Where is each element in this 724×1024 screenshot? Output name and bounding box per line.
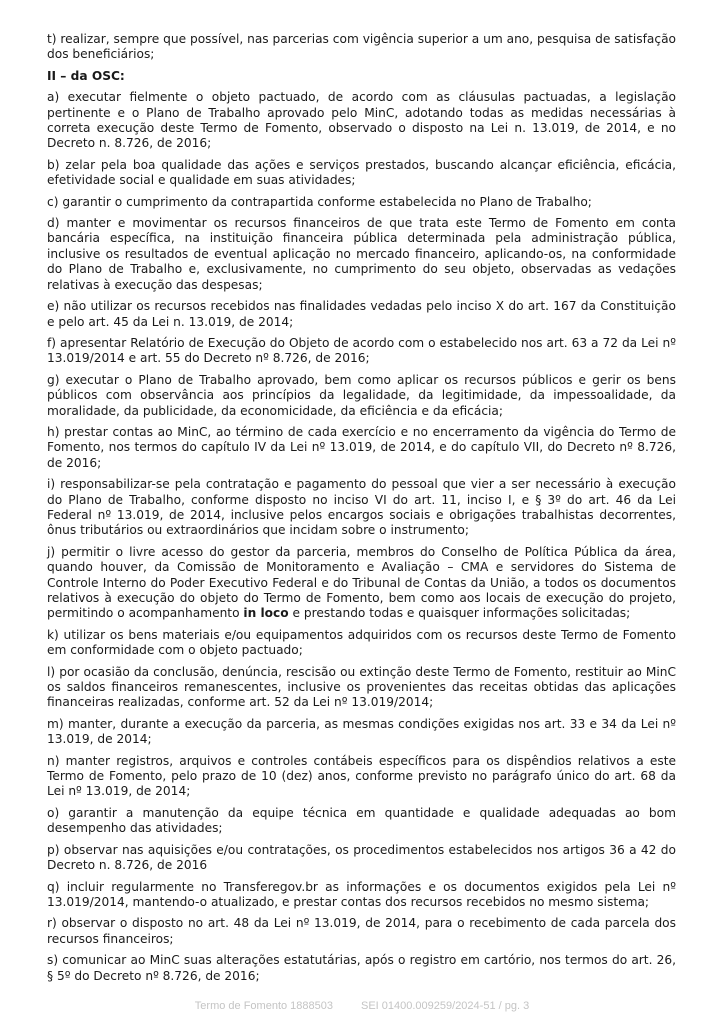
clause-q: q) incluir regularmente no Transferegov.br as informações e os documentos exigidos pela Lei nº 13.019/2014, mantendo-o atualizado, e prestar contas dos recursos recebidos no mesmo sistema;: [47, 879, 676, 909]
clause-j-text-end: e prestando todas e quaisquer informações solicitadas;: [288, 606, 631, 621]
footer-sei-reference: SEI 01400.009259/2024-51 / pg. 3: [361, 1000, 530, 1012]
clause-c: c) garantir o cumprimento da contrapartida conforme estabelecida no Plano de Trabalho;: [47, 194, 592, 209]
clause-f: f) apresentar Relatório de Execução do Objeto de acordo com o estabelecido nos art. 63 a 72 da Lei nº 13.019/2014 e art. 55 do Decreto nº 8.726, de 2016;: [47, 335, 676, 366]
clause-p: p) observar nas aquisições e/ou contratações, os procedimentos estabelecidos nos artigos 36 a 42 do Decreto n. 8.726, de 2016: [47, 842, 676, 873]
clause-b: b) zelar pela boa qualidade das ações e serviços prestados, buscando alcançar eficiência, eficácia, efetividade social e qualidade em suas atividades;: [47, 157, 676, 188]
clause-s: s) comunicar ao MinC suas alterações estatutárias, após o registro em cartório, nos termos do art. 26, § 5º do Decreto nº 8.726, de 2016;: [47, 953, 676, 983]
clause-l: l) por ocasião da conclusão, denúncia, rescisão ou extinção deste Termo de Fomento, restituir ao MinC os saldos financeiros remanescentes, inclusive os provenientes das receitas obtidas das aplicações financeiras realizadas, conforme art. 52 da Lei nº 13.019/2014;: [47, 664, 676, 710]
clause-m: m) manter, durante a execução da parceria, as mesmas condições exigidas nos art. 33 e 34 da Lei nº 13.019, de 2014;: [47, 716, 676, 747]
document-body: [47, 32, 676, 990]
clause-j-text: j) permitir o livre acesso do gestor da parceria, membros do Conselho de Política Pública da área, quando houver, da Comissão de Monitoramento e Avaliação – CMA e servidores do Sistema de Controle Interno do Poder Executivo Federal e do Tribunal de Contas da União, a todos os documentos relativos à execução do objeto do Termo de Fomento, bem como aos locais de execução do projeto, permitindo o acompanhamento: [47, 544, 676, 621]
clause-e: e) não utilizar os recursos recebidos nas finalidades vedadas pelo inciso X do art. 167 da Constituição e pelo art. 45 da Lei n. 13.019, de 2014;: [47, 299, 676, 329]
clause-i: i) responsabilizar-se pela contratação e pagamento do pessoal que vier a ser necessário à execução do Plano de Trabalho, conforme disposto no inciso VI do art. 11, inciso I, e § 3º do art. 46 da Lei Federal nº 13.019, de 2014, inclusive pelos encargos sociais e obrigações trabalhistas decorrentes, ônus tributários ou extraordinários que incidam sobre o instrumento;: [47, 477, 676, 538]
clause-r: r) observar o disposto no art. 48 da Lei nº 13.019, de 2014, para o recebimento de cada parcela dos recursos financeiros;: [47, 916, 676, 946]
clause-t: t) realizar, sempre que possível, nas parcerias com vigência superior a um ano, pesquisa de satisfação dos beneficiários;: [47, 32, 676, 62]
page-footer: [0, 1000, 724, 1012]
clause-j-in-loco: in loco: [243, 606, 289, 621]
clause-k: k) utilizar os bens materiais e/ou equipamentos adquiridos com os recursos deste Termo de Fomento em conformidade com o objeto pactuado;: [47, 627, 676, 658]
clause-n: n) manter registros, arquivos e controles contábeis específicos para os dispêndios relativos a este Termo de Fomento, pelo prazo de 10 (dez) anos, conforme previsto no parágrafo único do art. 68 da Lei nº 13.019, de 2014;: [47, 753, 676, 799]
footer-doc-label: Termo de Fomento 1888503: [194, 1000, 333, 1012]
clause-d: d) manter e movimentar os recursos financeiros de que trata este Termo de Fomento em conta bancária específica, na instituição financeira pública determinada pela administração pública, inclusive os resultados de eventual aplicação no mercado financeiro, aplicando-os, na conformidade do Plano de Trabalho e, exclusivamente, no cumprimento do seu objeto, observadas as vedações relativas à execução das despesas;: [47, 216, 676, 292]
clause-g: g) executar o Plano de Trabalho aprovado, bem como aplicar os recursos públicos e gerir os bens públicos com observância aos princípios da legalidade, da legitimidade, da impessoalidade, da moralidade, da publicidade, da economicidade, da eficiência e da eficácia;: [47, 372, 676, 418]
clause-j: [47, 545, 676, 622]
clause-h: h) prestar contas ao MinC, ao término de cada exercício e no encerramento da vigência do Termo de Fomento, nos termos do capítulo IV da Lei nº 13.019, de 2014, e do capítulo VII, do Decreto nº 8.726, de 2016;: [47, 424, 676, 470]
clause-a: a) executar fielmente o objeto pactuado, de acordo com as cláusulas pactuadas, a legislação pertinente e o Plano de Trabalho aprovado pelo MinC, adotando todas as medidas necessárias à correta execução deste Termo de Fomento, observado o disposto na Lei n. 13.019, de 2014, e no Decreto n. 8.726, de 2016;: [47, 90, 676, 151]
clause-o: o) garantir a manutenção da equipe técnica em quantidade e qualidade adequadas ao bom desempenho das atividades;: [47, 805, 676, 836]
section-heading: II – da OSC:: [47, 68, 125, 83]
